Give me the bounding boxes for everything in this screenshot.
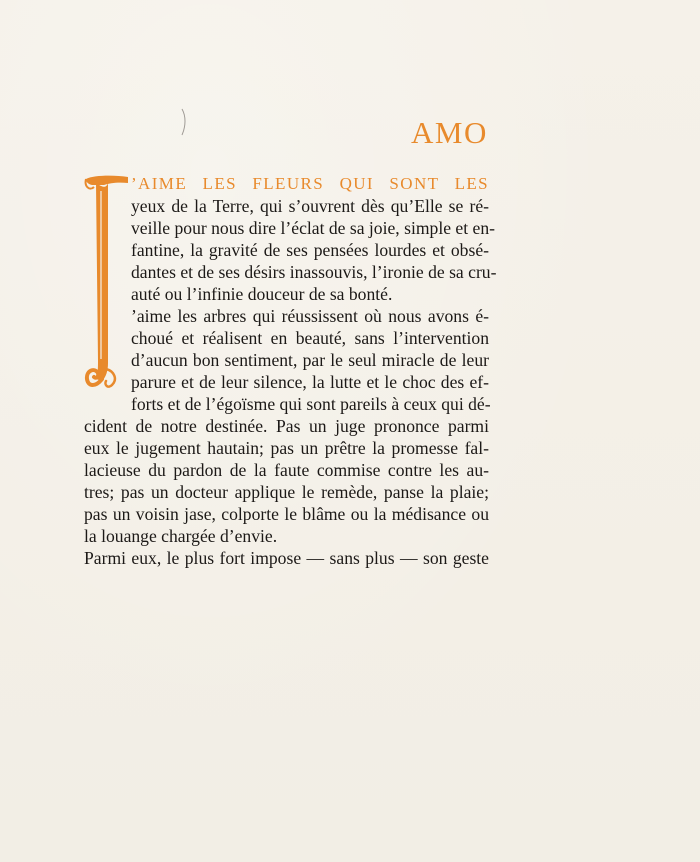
text-line: tres; pas un docteur applique le remède, panse la plaie; [84, 482, 489, 502]
text-line: ’aime les arbres qui réussissent où nous avons é- [131, 306, 489, 326]
text-line: la louange chargée d’envie. [84, 526, 278, 546]
text-line: lacieuse du pardon de la faute commise contre les au- [84, 460, 489, 480]
chapter-title: AMO [411, 115, 488, 150]
text-line: cident de notre destinée. Pas un juge prononce parmi [84, 416, 489, 436]
text-line: parure et de leur silence, la lutte et le choc des ef- [131, 372, 489, 392]
text-line: Parmi eux, le plus fort impose — sans plus — son geste [84, 548, 489, 568]
text-line: fantine, la gravité de ses pensées lourdes et obsé- [131, 240, 489, 260]
text-line: veille pour nous dire l’éclat de sa joie, simple et en- [131, 218, 495, 238]
text-line: dantes et de ses désirs inassouvis, l’ironie de sa cru- [131, 262, 497, 282]
text-line: eux le jugement hautain; pas un prêtre la promesse fal- [84, 438, 489, 458]
text-line: choué et réalisent en beauté, sans l’intervention [131, 328, 489, 348]
text-line: forts et de l’égoïsme qui sont pareils à ceux qui dé- [131, 394, 491, 414]
text-line: pas un voisin jase, colporte le blâme ou la médisance ou [84, 504, 489, 524]
text-line: auté ou l’infinie douceur de sa bonté. [131, 284, 393, 304]
text-line: d’aucun bon sentiment, par le seul miracle de leur [131, 350, 489, 370]
text-line: yeux de la Terre, qui s’ouvrent dès qu’Elle se ré- [131, 196, 489, 216]
text-line: ’AIME LES FLEURS QUI SONT LES [131, 174, 489, 193]
